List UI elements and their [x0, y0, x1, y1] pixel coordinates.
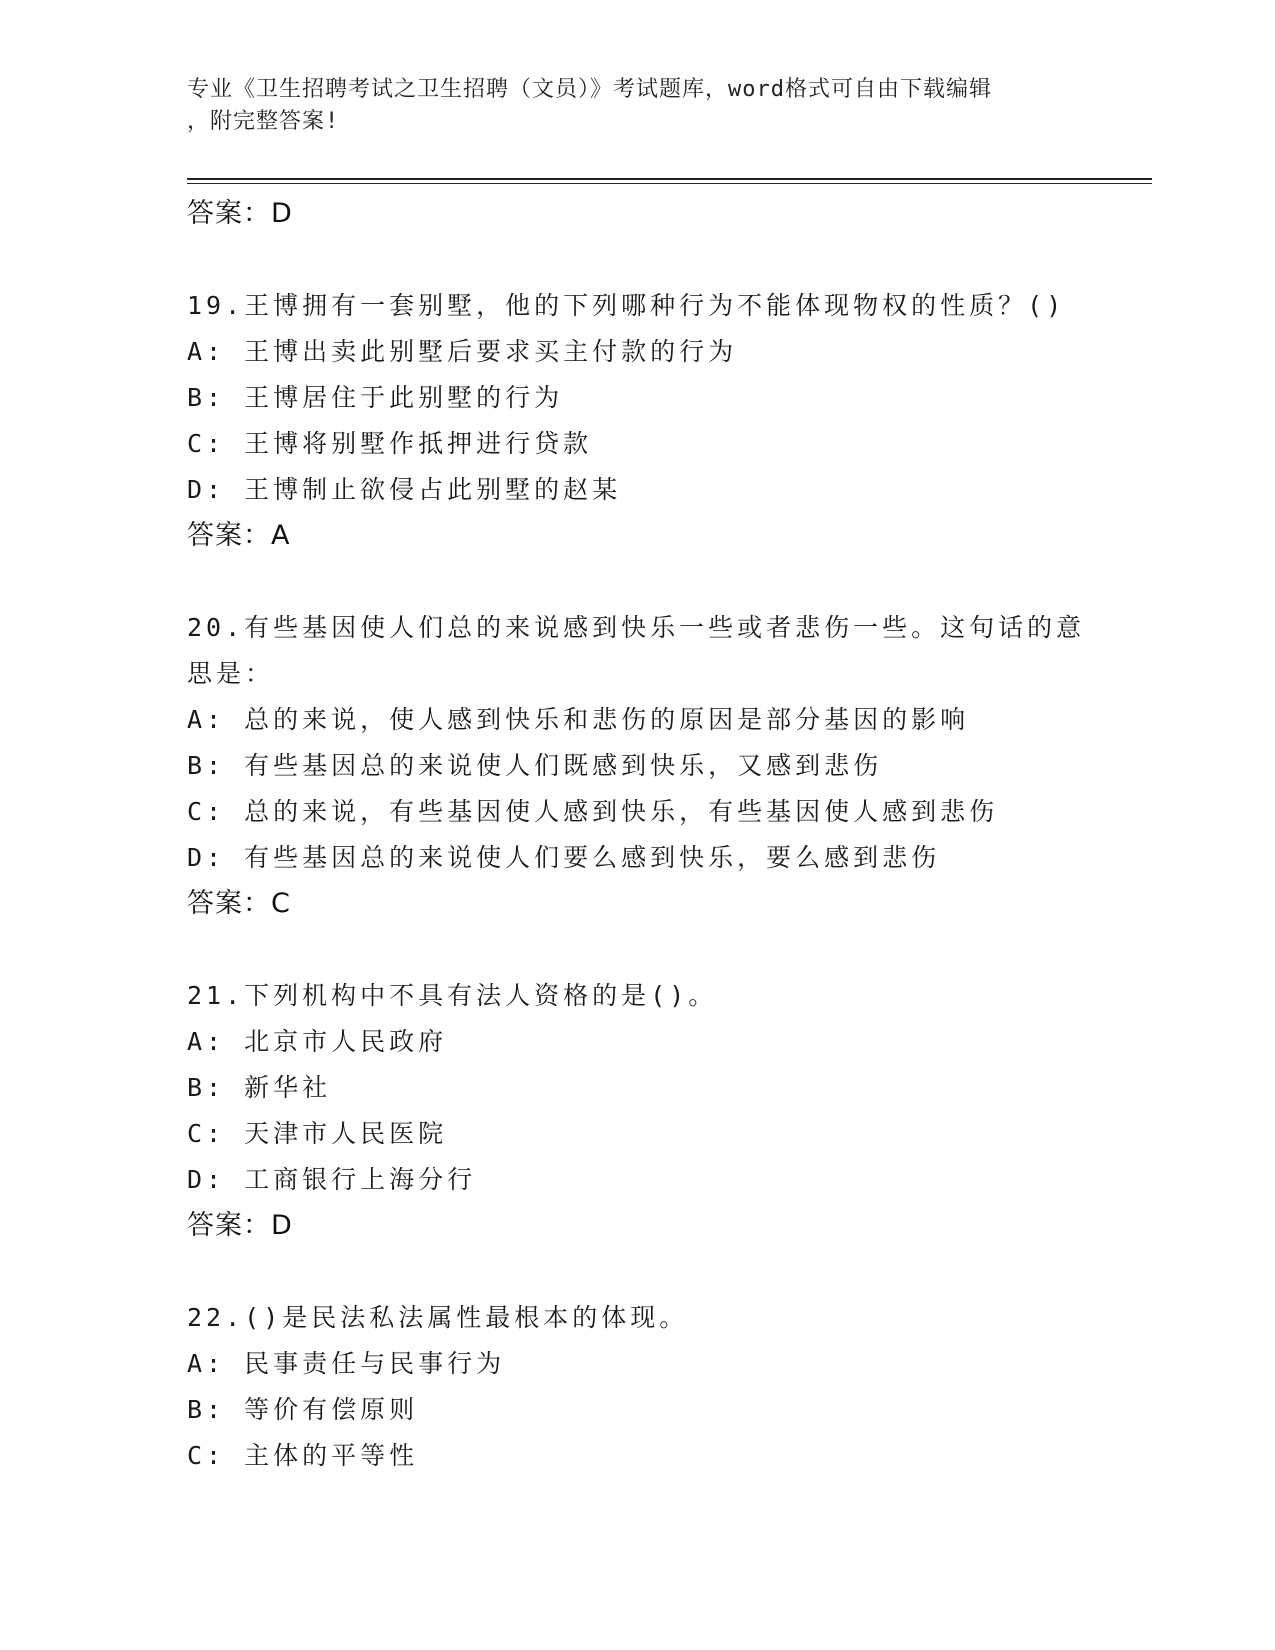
option-a: A: 总的来说，使人感到快乐和悲伤的原因是部分基因的影响: [187, 705, 970, 734]
answer: 答案：D: [187, 1210, 293, 1241]
previous-answer: 答案：D: [187, 198, 293, 229]
option-b: B: 王博居住于此别墅的行为: [187, 383, 564, 412]
question-22: [187, 1295, 1147, 1479]
question-stem: 22.()是民法私法属性最根本的体现。: [187, 1303, 689, 1332]
question-20: [187, 605, 1147, 927]
question-19: [187, 283, 1147, 559]
option-c: C: 王博将别墅作抵押进行贷款: [187, 429, 593, 458]
answer: 答案：C: [187, 888, 291, 919]
option-c: C: 天津市人民医院: [187, 1119, 448, 1148]
option-b: B: 等价有偿原则: [187, 1395, 419, 1424]
spacer: [187, 237, 1147, 283]
question-stem: 19.王博拥有一套别墅，他的下列哪种行为不能体现物权的性质？(): [187, 291, 1066, 320]
question-21: [187, 973, 1147, 1249]
option-d: D: 王博制止欲侵占此别墅的赵某: [187, 475, 622, 504]
option-c: C: 总的来说，有些基因使人感到快乐，有些基因使人感到悲伤: [187, 797, 999, 826]
spacer: [187, 927, 1147, 973]
option-d: D: 工商银行上海分行: [187, 1165, 477, 1194]
option-c: C: 主体的平等性: [187, 1441, 419, 1470]
option-a: A: 民事责任与民事行为: [187, 1349, 506, 1378]
option-d: D: 有些基因总的来说使人们要么感到快乐，要么感到悲伤: [187, 843, 941, 872]
question-stem-continued: 思是：: [187, 659, 275, 688]
header-divider-thick: [187, 178, 1152, 180]
question-stem: 20.有些基因使人们总的来说感到快乐一些或者悲伤一些。这句话的意: [187, 613, 1086, 642]
header-divider-thin: [187, 183, 1152, 184]
option-b: B: 有些基因总的来说使人们既感到快乐，又感到悲伤: [187, 751, 883, 780]
document-header: [187, 74, 1067, 138]
answer: 答案：A: [187, 520, 291, 551]
spacer: [187, 559, 1147, 605]
option-b: B: 新华社: [187, 1073, 332, 1102]
header-line-2: ，附完整答案!: [187, 109, 340, 134]
question-list: [187, 191, 1147, 1479]
spacer: [187, 1249, 1147, 1295]
option-a: A: 王博出卖此别墅后要求买主付款的行为: [187, 337, 738, 366]
header-line-1: 专业《卫生招聘考试之卫生招聘（文员）》考试题库，word格式可自由下载编辑: [187, 77, 992, 102]
question-stem: 21.下列机构中不具有法人资格的是()。: [187, 981, 718, 1010]
option-a: A: 北京市人民政府: [187, 1027, 448, 1056]
